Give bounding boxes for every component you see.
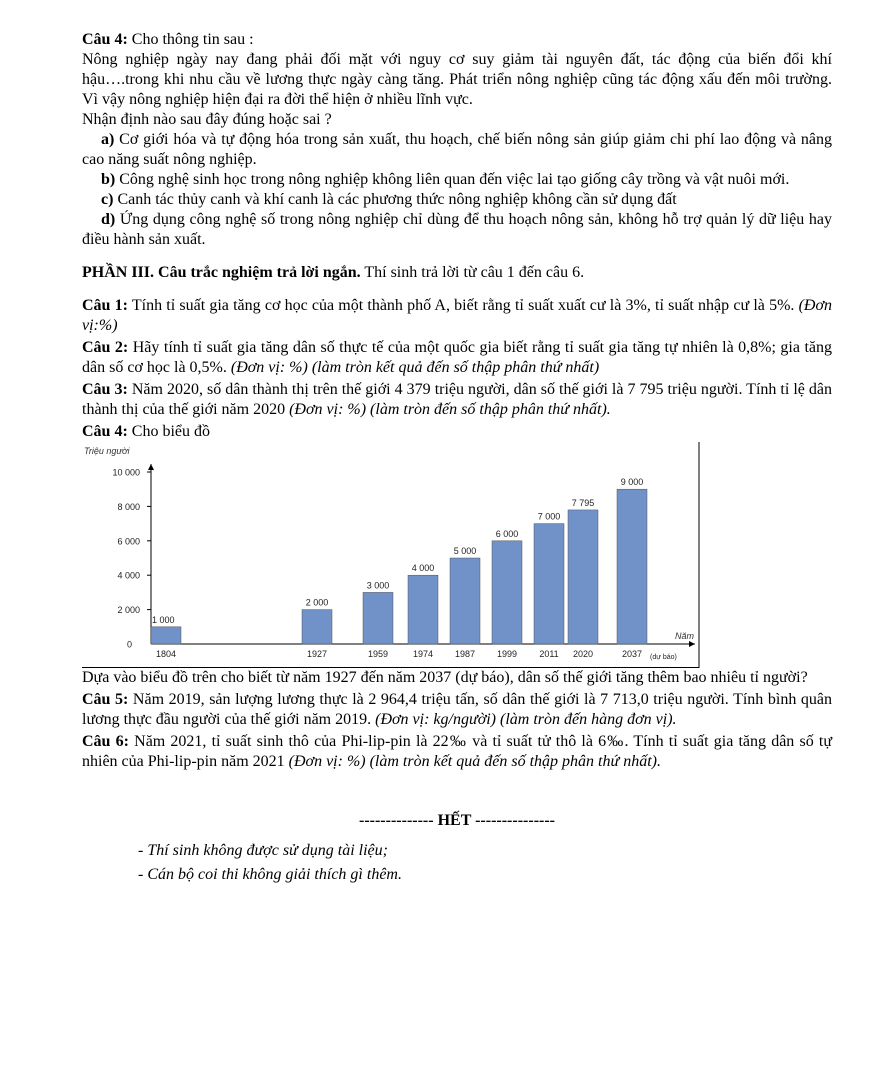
q1 <box>82 296 832 336</box>
x-tick-label: 1987 <box>454 649 476 659</box>
q4a-option-c <box>82 190 832 210</box>
end-mark: -------------- HẾT --------------- <box>358 812 555 829</box>
y-tick-label: 0 <box>126 639 132 650</box>
y-axis-label: Triệu người <box>84 446 130 456</box>
q6 <box>82 732 832 772</box>
x-tick-label: 1927 <box>306 649 328 659</box>
y-tick-label: 6 000 <box>117 536 140 547</box>
q5-label: Câu 5: <box>82 691 129 708</box>
option-d-text: Ứng dụng công nghệ số trong nông nghiệp chỉ dùng để thu hoạch nông sản, không hỗ trợ quản lý dữ liệu hay điều hành sản xuất. <box>82 211 832 248</box>
x-tick-label: 2011 <box>539 649 559 659</box>
bar <box>363 592 393 644</box>
bar <box>302 610 332 644</box>
x-tick-label: 2037 <box>621 649 643 659</box>
bar <box>568 510 598 644</box>
option-b-text: Công nghệ sinh học trong nông nghiệp không liên quan đến việc lai tạo giống cây trồng và vật nuôi mới. <box>115 171 790 188</box>
part3-instruction: Thí sinh trả lời từ câu 1 đến câu 6. <box>360 264 585 281</box>
q4a-intro-text: Cho thông tin sau : <box>127 31 254 48</box>
x-axis-label: Năm <box>674 631 694 641</box>
bar-value-label: 7 795 <box>571 497 595 508</box>
q3-text: Năm 2020, số dân thành thị trên thế giới 4 379 triệu người, dân số thế giới là 7 795 triệu người. Tính tỉ lệ dân thành thị của thế giới năm 2020 <box>82 381 833 418</box>
q6-label: Câu 6: <box>82 733 129 750</box>
x-tick-label: 1804 <box>155 649 177 659</box>
bar-value-label: 6 000 <box>495 528 519 539</box>
bar-value-label: 5 000 <box>453 546 477 556</box>
q3-label: Câu 3: <box>82 381 128 398</box>
option-a-key: a) <box>101 131 115 148</box>
q4a-option-b <box>82 170 832 190</box>
q4a-question: Nhận định nào sau đây đúng hoặc sai ? <box>82 111 332 128</box>
exam-notes <box>138 839 832 887</box>
part3-heading <box>82 263 832 283</box>
y-tick-label: 10 000 <box>112 467 140 478</box>
y-tick-label: 8 000 <box>117 501 140 512</box>
x-tick-label: 2020 <box>572 649 594 659</box>
note-2: - Cán bộ coi thi không giải thích gì thêm. <box>138 866 402 883</box>
y-tick-label: 2 000 <box>117 605 140 616</box>
bar <box>492 541 522 644</box>
bar <box>617 489 647 644</box>
note-1: - Thí sinh không được sử dụng tài liệu; <box>138 842 388 859</box>
bar-value-label: 7 000 <box>537 511 561 522</box>
x-tick-label: 1974 <box>412 649 434 659</box>
option-c-text: Canh tác thủy canh và khí canh là các phương thức nông nghiệp không cần sử dụng đất <box>113 191 677 208</box>
bar-value-label: 2 000 <box>305 597 329 608</box>
bar-value-label: 9 000 <box>620 477 644 488</box>
q4a-option-d <box>82 210 832 250</box>
q4a-label: Câu 4: <box>82 31 128 48</box>
exam-page <box>82 30 832 887</box>
q5 <box>82 690 832 730</box>
q2-text: Hãy tính tỉ suất gia tăng dân số thực tế của một quốc gia biết rằng tỉ suất gia tăng tự nhiên là 0,8%; gia tăng dân số cơ học là 0,5%. <box>82 339 833 376</box>
q4a-intro <box>82 30 832 50</box>
option-b-key: b) <box>101 171 116 188</box>
q2 <box>82 338 832 378</box>
y-axis-arrow <box>148 464 154 470</box>
population-chart-svg <box>82 442 702 668</box>
bar <box>151 627 181 644</box>
q6-unit: (Đơn vị: %) (làm tròn kết quả đến số thập phân thứ nhất). <box>288 753 661 770</box>
forecast-note: (dự báo) <box>650 654 677 661</box>
q4a-passage: Nông nghiệp ngày nay đang phải đối mặt với nguy cơ suy giảm tài nguyên đất, tác động của biến đổi khí hậu….trong khi nhu cầu về lương thực ngày càng tăng. Phát triển nông nghiệp cũng tác động xấu đến môi trường. Vì vậy nông nghiệp hiện đại ra đời thể hiện ở nhiều lĩnh vực. <box>82 51 832 108</box>
population-chart <box>82 442 702 668</box>
q6-text: Năm 2021, tỉ suất sinh thô của Phi-lip-pin là 22‰ và tỉ suất tử thô là 6‰. Tính tỉ suất gia tăng dân số tự nhiên của Phi-lip-pin năm 2021 <box>82 733 833 770</box>
bar <box>534 524 564 644</box>
option-c-key: c) <box>101 191 114 208</box>
x-axis-arrow <box>689 641 695 647</box>
q4a-option-a <box>82 130 832 170</box>
q4b-label: Câu 4: <box>82 423 128 440</box>
part3-title: PHẦN III. Câu trắc nghiệm trả lời ngắn. <box>82 264 361 281</box>
q1-text: Tính tỉ suất gia tăng cơ học của một thành phố A, biết rằng tỉ suất xuất cư là 3%, tỉ suất nhập cư là 5%. <box>127 297 799 314</box>
bar-value-label: 3 000 <box>366 580 390 591</box>
q3-unit: (Đơn vị: %) (làm tròn đến số thập phân thứ nhất). <box>289 401 611 418</box>
q4b-text: Cho biểu đồ <box>127 423 210 440</box>
q5-text: Năm 2019, sản lượng lương thực là 2 964,4 triệu tấn, số dân thế giới là 7 713,0 triệu người. Tính bình quân lương thực đầu người của thế giới năm 2019. <box>82 691 832 728</box>
x-tick-label: 1999 <box>496 649 518 659</box>
q1-label: Câu 1: <box>82 297 128 314</box>
q4b <box>82 422 832 442</box>
bar-value-label: 1 000 <box>152 614 175 625</box>
option-a-text: Cơ giới hóa và tự động hóa trong sản xuất, thu hoạch, chế biến nông sản giúp giảm chi phí lao động và nâng cao năng suất nông nghiệp. <box>82 131 832 168</box>
q5-unit: (Đơn vị: kg/người) (làm tròn đến hàng đơn vị). <box>375 711 677 728</box>
bar <box>450 558 480 644</box>
bar <box>408 575 438 644</box>
q2-label: Câu 2: <box>82 339 129 356</box>
option-d-key: d) <box>101 211 116 228</box>
q4b-question: Dựa vào biểu đồ trên cho biết từ năm 1927 đến năm 2037 (dự báo), dân số thế giới tăng thêm bao nhiêu tỉ người? <box>82 669 808 686</box>
x-tick-label: 1959 <box>367 649 389 659</box>
q3 <box>82 380 832 420</box>
q2-unit: (Đơn vị: %) (làm tròn kết quả đến số thập phân thứ nhất) <box>230 359 600 376</box>
y-tick-label: 4 000 <box>117 570 140 581</box>
q1-unit: (Đơn vị:%) <box>82 297 833 334</box>
bar-value-label: 4 000 <box>411 563 435 574</box>
